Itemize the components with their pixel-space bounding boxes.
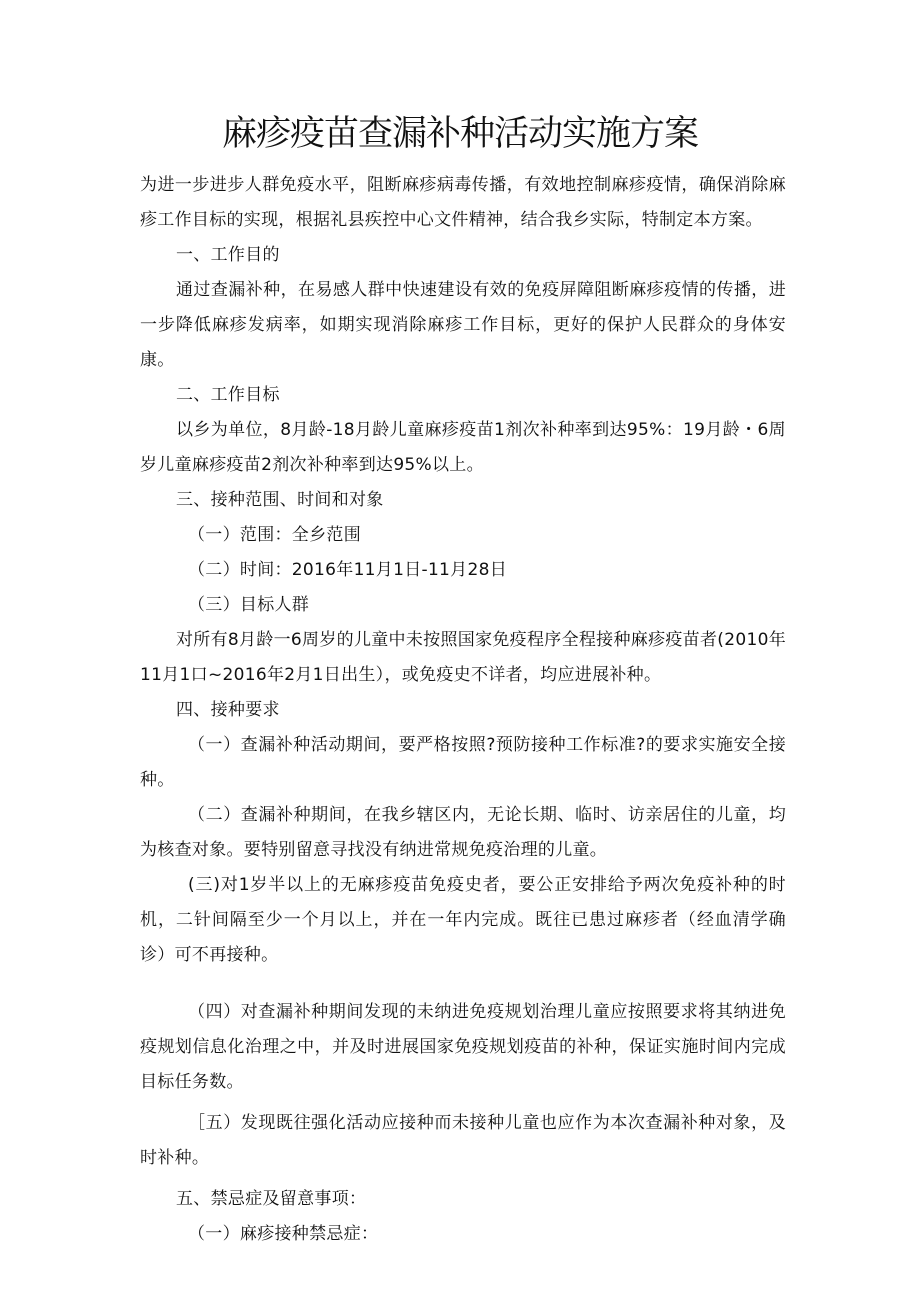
section-3-item-1: （一）范围：全乡范围 <box>188 525 361 545</box>
section-heading-1: 一、工作目的 <box>176 245 280 265</box>
section-5-item-1: （一）麻疹接种禁忌症： <box>188 1224 379 1244</box>
document-body <box>140 168 786 1252</box>
intro-paragraph: 为进一步进步人群免疫水平，阻断麻疹病毒传播，有效地控制麻疹疫情，确保消除麻疹工作目标的实现，根据礼县疾控中心文件精神，结合我乡实际，特制定本方案。 <box>140 175 786 230</box>
section-heading-4: 四、接种要求 <box>176 700 280 720</box>
document-title: 麻疹疫苗查漏补种活动实施方案 <box>221 114 698 154</box>
section-heading-3: 三、接种范围、时间和对象 <box>176 490 384 510</box>
section-heading-5: 五、禁忌症及留意事项： <box>176 1189 367 1209</box>
section-heading-2: 二、工作目标 <box>176 385 280 405</box>
section-2-paragraph: 以乡为单位，8月龄-18月龄儿童麻疹疫苗1剂次补种率到达95%：19月龄・6周岁儿童麻疹疫苗2剂次补种率到达95%以上。 <box>140 420 786 475</box>
section-3-paragraph: 对所有8月龄一6周岁的儿童中未按照国家免疫程序全程接种麻疹疫苗者(2010年11月1口~2016年2月1日出生），或免疫史不详者，均应进展补种。 <box>140 630 786 685</box>
section-1-paragraph: 通过查漏补种，在易感人群中快速建设有效的免疫屏障阻断麻疹疫情的传播，进一步降低麻疹发病率，如期实现消除麻疹工作目标，更好的保护人民群众的身体安康。 <box>140 280 786 370</box>
section-4-item-5: ［五）发现既往强化活动应接种而未接种儿童也应作为本次查漏补种对象，及时补种。 <box>140 1113 786 1168</box>
section-4-item-2: （二）查漏补种期间，在我乡辖区内，无论长期、临时、访亲居住的儿童，均为核查对象。要特别留意寻找没有纳进常规免疫治理的儿童。 <box>140 805 786 860</box>
section-3-item-3: （三）目标人群 <box>188 595 310 615</box>
section-3-item-2: （二）时间：2016年11月1日-11月28日 <box>188 560 508 580</box>
section-4-item-3: (三)对1岁半以上的无麻疹疫苗免疫史者，要公正安排给予两次免疫补种的时机，二针间隔至少一个月以上，并在一年内完成。既往已患过麻疹者（经血清学确诊）可不再接种。 <box>140 875 786 965</box>
section-4-item-4: （四）对查漏补种期间发现的未纳进免疫规划治理儿童应按照要求将其纳进免疫规划信息化治理之中，并及时进展国家免疫规划疫苗的补种，保证实施时间内完成目标任务数。 <box>140 1002 786 1092</box>
section-4-item-1: （一）查漏补种活动期间，要严格按照?预防接种工作标准?的要求实施安全接种。 <box>140 735 786 790</box>
